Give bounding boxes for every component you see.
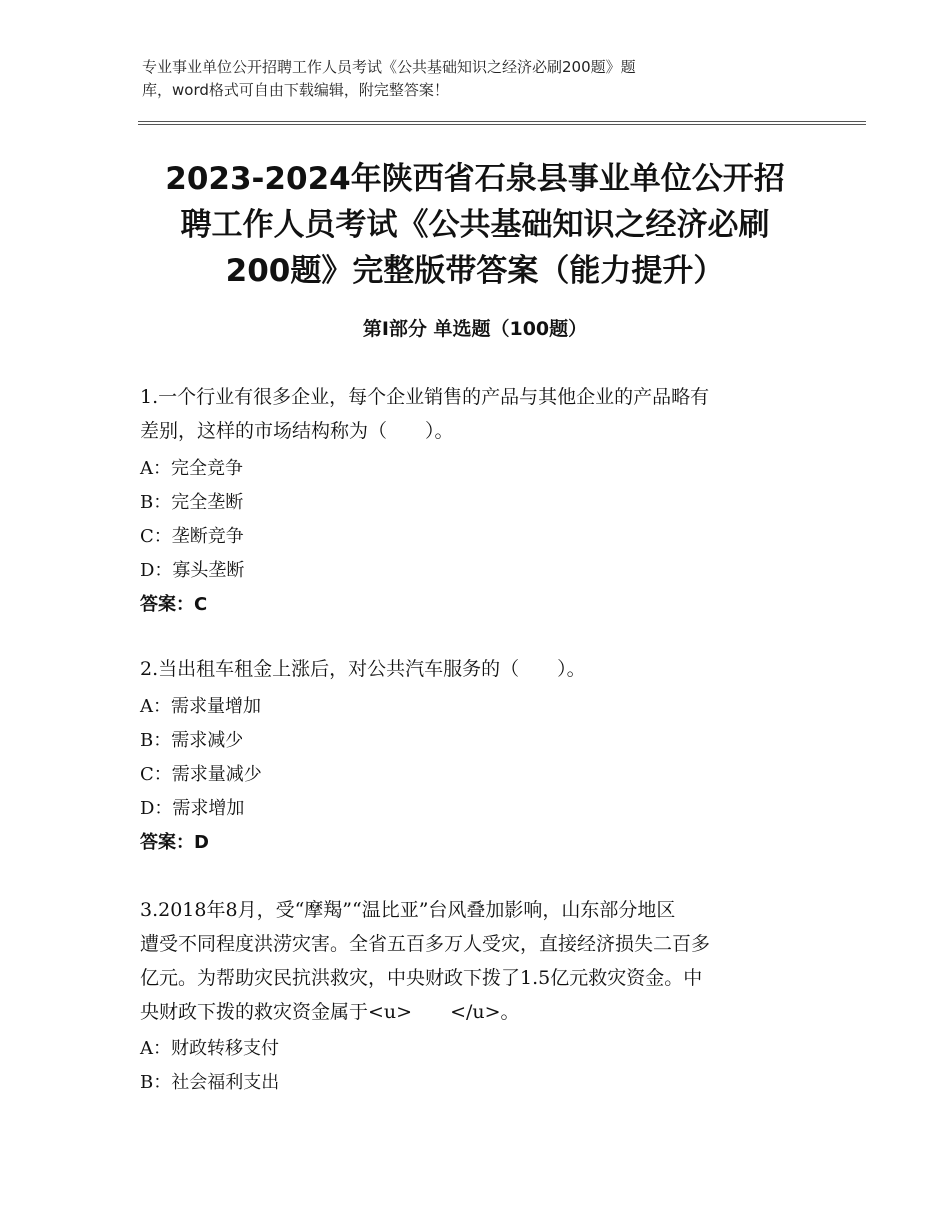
question-3-text	[140, 893, 810, 1029]
document-title	[140, 156, 810, 294]
document-header	[142, 56, 802, 102]
question-2-option-a: A：需求量增加	[140, 696, 261, 717]
question-3-line-2: 遭受不同程度洪涝灾害。全省五百多万人受灾，直接经济损失二百多	[140, 933, 711, 955]
question-3-option-a: A：财政转移支付	[140, 1038, 279, 1059]
title-line-2: 聘工作人员考试《公共基础知识之经济必刷	[180, 207, 770, 243]
question-1-option-d: D：寡头垄断	[140, 560, 245, 581]
question-3-line-1: 3.2018年8月，受“摩羯”“温比亚”台风叠加影响，山东部分地区	[140, 899, 676, 921]
question-2-line-1: 2.当出租车租金上涨后，对公共汽车服务的（ ）。	[140, 658, 586, 680]
question-3-option-b: B：社会福利支出	[140, 1072, 280, 1093]
question-1-option-c: C：垄断竞争	[140, 526, 244, 547]
header-divider-bottom	[138, 124, 866, 125]
title-line-1: 2023-2024年陕西省石泉县事业单位公开招	[165, 161, 785, 197]
header-line-1: 专业事业单位公开招聘工作人员考试《公共基础知识之经济必刷200题》题	[142, 58, 636, 76]
header-divider-top	[138, 121, 866, 122]
question-1-answer: 答案：C	[140, 594, 208, 615]
question-2-answer: 答案：D	[140, 832, 209, 853]
question-1-line-2: 差别，这样的市场结构称为（ ）。	[140, 420, 454, 442]
question-1-line-1: 1.一个行业有很多企业，每个企业销售的产品与其他企业的产品略有	[140, 386, 710, 408]
question-1-option-a: A：完全竞争	[140, 458, 243, 479]
question-3-line-4: 央财政下拨的救灾资金属于<u> </u>。	[140, 1001, 520, 1023]
question-2-option-b: B：需求减少	[140, 730, 244, 751]
question-1-option-b: B：完全垄断	[140, 492, 244, 513]
header-line-2: 库，word格式可自由下载编辑，附完整答案！	[142, 81, 449, 99]
section-title: 第Ⅰ部分 单选题（100题）	[362, 318, 588, 340]
question-2-option-c: C：需求量减少	[140, 764, 262, 785]
title-line-3: 200题》完整版带答案（能力提升）	[225, 253, 725, 289]
question-3-line-3: 亿元。为帮助灾民抗洪救灾，中央财政下拨了1.5亿元救灾资金。中	[140, 967, 703, 989]
question-1-text	[140, 380, 810, 448]
question-2-option-d: D：需求增加	[140, 798, 245, 819]
question-2-text	[140, 652, 810, 686]
